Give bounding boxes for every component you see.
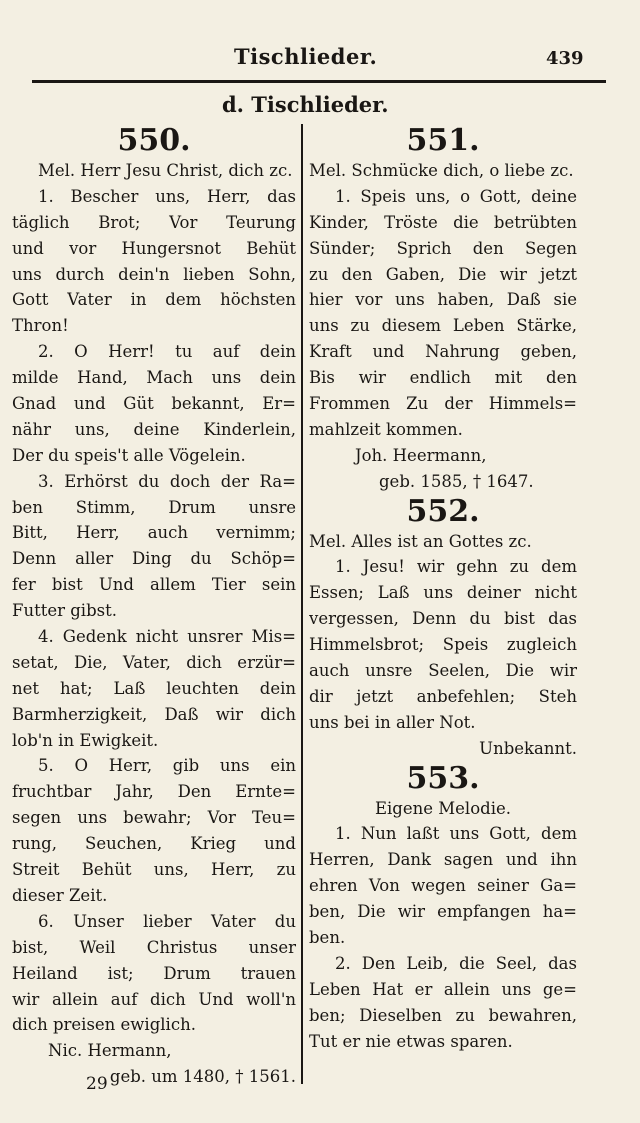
hymn-line: Bitt, Herr, auch vernimm;	[12, 523, 296, 543]
hymn-line: bist, Weil Christus unser	[12, 937, 296, 957]
author-name: Unbekannt.	[479, 738, 577, 758]
hymn-line: Futter gibst.	[12, 601, 117, 621]
hymn-line: ehren Von wegen seiner Ga=	[309, 876, 577, 896]
hymn-line: auch unsre Seelen, Die wir	[309, 661, 577, 681]
hymn-line: milde Hand, Mach uns dein	[12, 368, 296, 388]
author-name: Joh. Heermann,	[355, 445, 487, 465]
hymn-line: segen uns bewahr; Vor Teu=	[12, 808, 296, 828]
hymn-line: Heiland ist; Drum trauen	[12, 963, 296, 983]
hymn-line: Tut er nie etwas sparen.	[309, 1031, 513, 1051]
page-number: 439	[546, 48, 584, 69]
hymn-line: lob'n in Ewigkeit.	[12, 730, 159, 750]
hymn-line: Kraft und Nahrung geben,	[309, 342, 577, 362]
hymn-line: dich preisen ewiglich.	[12, 1015, 196, 1035]
hymn-number-552: 552.	[406, 493, 480, 529]
hymn-line: ben Stimm, Drum unsre	[12, 497, 296, 517]
author-name: Nic. Hermann,	[48, 1041, 172, 1061]
hymn-line: dieser Zeit.	[12, 885, 108, 905]
hymn-line: fer bist Und allem Tier sein	[12, 575, 296, 595]
hymn-line: setat, Die, Vater, dich erzür=	[12, 652, 296, 672]
hymn-line: hier vor uns haben, Daß sie	[309, 290, 577, 310]
hymn-line: 1. Jesu! wir gehn zu dem	[335, 557, 577, 577]
hymn-line: nähr uns, deine Kinderlein,	[12, 419, 296, 439]
hymn-line: Himmelsbrot; Speis zugleich	[309, 635, 577, 655]
hymn-line: 6. Unser lieber Vater du	[38, 911, 296, 931]
hymn-line: Barmherzigkeit, Daß wir dich	[12, 704, 296, 724]
melody-line: Eigene Melodie.	[374, 798, 511, 818]
hymn-line: ben.	[309, 928, 346, 948]
hymn-line: dir jetzt anbefehlen; Steh	[309, 686, 577, 706]
hymn-line: mahlzeit kommen.	[309, 419, 463, 439]
hymn-line: wir allein auf dich Und woll'n	[12, 989, 296, 1009]
hymn-line: zu den Gaben, Die wir jetzt	[309, 264, 577, 284]
left-column	[12, 124, 296, 1090]
right-column	[309, 124, 577, 1055]
hymn-line: 1. Bescher uns, Herr, das	[38, 186, 296, 206]
hymn-line: Thron!	[12, 316, 69, 336]
column-divider	[301, 124, 303, 1084]
hymn-line: rung, Seuchen, Krieg und	[12, 834, 296, 854]
header-rule	[32, 80, 606, 83]
hymn-number-551: 551.	[406, 123, 480, 158]
hymn-line: net hat; Laß leuchten dein	[12, 678, 296, 698]
hymn-line: Gnad und Güt bekannt, Er=	[12, 394, 296, 414]
hymn-line: Streit Behüt uns, Herr, zu	[12, 860, 296, 880]
hymn-line: 2. O Herr! tu auf dein	[38, 342, 296, 362]
hymn-line: Sünder; Sprich den Segen	[309, 238, 577, 258]
page-header	[0, 0, 640, 84]
hymn-line: 2. Den Leib, die Seel, das	[335, 953, 577, 973]
hymn-line: 1. Nun laßt uns Gott, dem	[335, 824, 577, 844]
author-dates: geb. um 1480, † 1561.	[109, 1067, 296, 1087]
hymn-line: und vor Hungersnot Behüt	[12, 238, 296, 258]
hymn-line: Gott Vater in dem höchsten	[12, 290, 296, 310]
hymn-line: uns durch dein'n lieben Sohn,	[12, 264, 296, 284]
hymn-line: 4. Gedenk nicht unsrer Mis=	[38, 627, 296, 647]
melody-line: Mel. Schmücke dich, o liebe zc.	[309, 161, 574, 180]
hymn-line: Bis wir endlich mit den	[309, 368, 577, 388]
hymn-line: Herren, Dank sagen und ihn	[309, 850, 577, 870]
signature-mark: 29	[86, 1074, 108, 1094]
hymn-line: Kinder, Tröste die betrübten	[309, 212, 577, 232]
hymn-number-550: 550.	[117, 123, 191, 158]
hymn-line: uns bei in aller Not.	[309, 712, 476, 732]
hymn-line: Leben Hat er allein uns ge=	[309, 979, 577, 999]
hymn-line: Der du speis't alle Vögelein.	[12, 445, 246, 465]
hymn-line: 5. O Herr, gib uns ein	[38, 756, 296, 776]
hymn-line: Denn aller Ding du Schöp=	[12, 549, 296, 569]
hymn-line: ben, Die wir empfangen ha=	[309, 902, 577, 922]
section-heading: d. Tischlieder.	[222, 92, 389, 117]
melody-line: Mel. Alles ist an Gottes zc.	[309, 531, 532, 551]
hymn-line: vergessen, Denn du bist das	[309, 609, 577, 629]
melody-line: Mel. Herr Jesu Christ, dich zc.	[38, 161, 293, 180]
hymn-line: täglich Brot; Vor Teurung	[12, 212, 296, 232]
hymn-line: uns zu diesem Leben Stärke,	[309, 316, 577, 336]
author-dates: geb. 1585, † 1647.	[379, 471, 534, 491]
running-title: Tischlieder.	[234, 44, 378, 69]
hymn-line: ben; Dieselben zu bewahren,	[309, 1005, 577, 1025]
hymn-line: Essen; Laß uns deiner nicht	[309, 583, 577, 603]
hymn-line: 1. Speis uns, o Gott, deine	[335, 186, 577, 206]
hymn-line: fruchtbar Jahr, Den Ernte=	[12, 782, 296, 802]
hymn-line: Frommen Zu der Himmels=	[309, 394, 577, 414]
hymn-number-553: 553.	[406, 760, 480, 796]
hymn-line: 3. Erhörst du doch der Ra=	[38, 471, 296, 491]
